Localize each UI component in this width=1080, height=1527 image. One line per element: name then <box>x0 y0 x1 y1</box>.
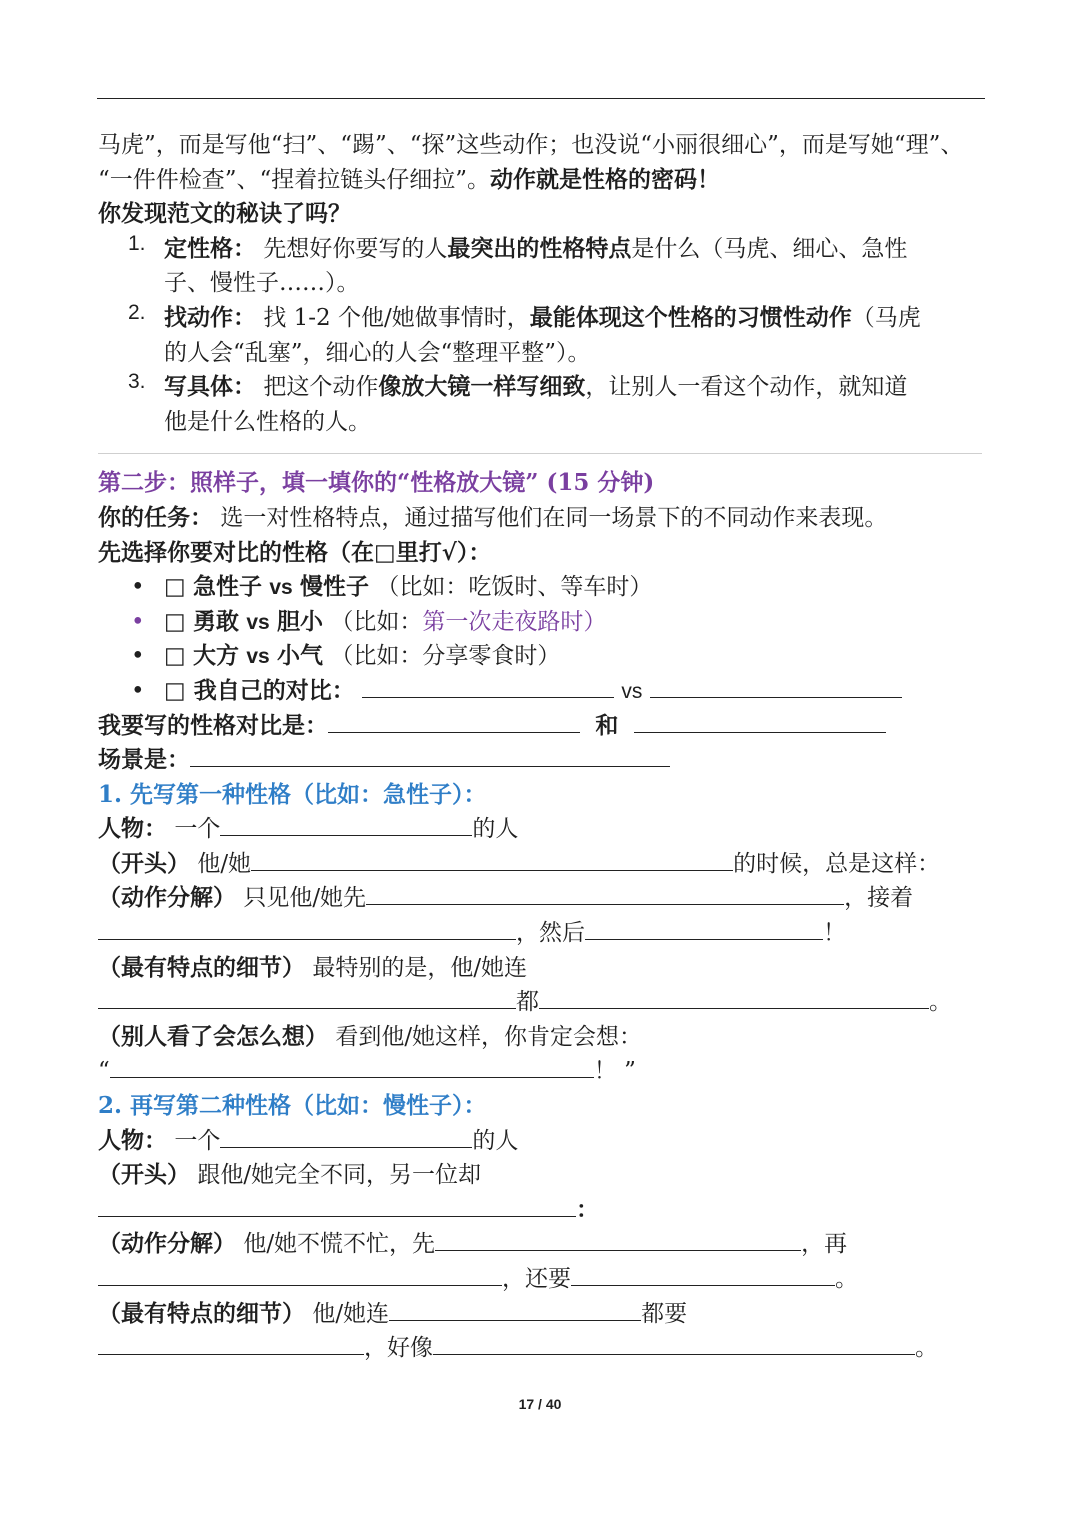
person-label: 人物： <box>98 1126 167 1154</box>
intro-line-2 <box>98 163 982 198</box>
part1-detail-fill <box>98 985 982 1020</box>
part1-person-blank[interactable] <box>220 813 472 836</box>
option-example: （比如： <box>330 608 423 635</box>
intro-line-2-text: “一件件检查”、“捏着拉链头仔细拉”。 <box>98 166 491 193</box>
tip-number: 3. <box>128 370 146 394</box>
open-post: 的时候，总是这样： <box>733 850 941 877</box>
checkbox-icon[interactable]: □ <box>164 607 186 635</box>
part2-action-blank-3[interactable] <box>571 1263 835 1286</box>
action-post: ，接着 <box>844 885 914 912</box>
open-label: （开头） <box>98 849 190 877</box>
open-text: 跟他/她完全不同，另一位却 <box>197 1162 482 1189</box>
option-vs: vs <box>246 645 270 669</box>
part2-action-blank-1[interactable] <box>435 1228 801 1251</box>
part1-open-blank[interactable] <box>251 848 733 871</box>
part1-person-line <box>98 812 982 847</box>
step2-title: 第二步：照样子，填一填你的“性格放大镜” (15 分钟) <box>98 469 655 497</box>
option-a: 勇敢 <box>193 607 240 635</box>
task-line <box>98 501 982 536</box>
then-mid: ，然后 <box>516 920 585 947</box>
part2-heading: 2. 再写第二种性格（比如：慢性子）： <box>98 1092 487 1120</box>
part1-detail-line <box>98 951 982 986</box>
pair-line <box>98 709 982 744</box>
also-end: 。 <box>835 1266 858 1292</box>
own-label: □ 我自己的对比： <box>164 676 355 704</box>
task-label: 你的任务： <box>98 503 213 531</box>
tip-text: （马虎 <box>851 304 921 331</box>
part1-open-line <box>98 847 982 882</box>
tip-line-2: 他是什么性格的人。 <box>164 408 371 435</box>
part1-detail-blank-2[interactable] <box>539 986 929 1009</box>
part2-detail-line <box>98 1297 982 1332</box>
option-a: 大方 <box>193 642 240 670</box>
quote-open: “ <box>98 1058 110 1085</box>
page-content <box>98 128 982 1366</box>
part1-detail-blank-1[interactable] <box>98 986 516 1009</box>
tip-text: 先想好你要写的人 <box>263 235 448 262</box>
tip-bold: 最能体现这个性格的习惯性动作 <box>529 303 852 331</box>
bullet-icon: • <box>131 574 145 601</box>
pair-label: 我要写的性格对比是： <box>98 711 328 739</box>
think-label: （别人看了会怎么想） <box>98 1022 328 1050</box>
detail-label: （最有特点的细节） <box>98 1299 305 1327</box>
part1-action-line <box>98 881 982 916</box>
option-b: 慢性子 <box>300 573 370 601</box>
tip-text: 找 1-2 个他/她做事情时， <box>263 304 530 331</box>
part2-detail-blank[interactable] <box>389 1298 641 1321</box>
intro-question: 你发现范文的秘诀了吗？ <box>98 200 351 228</box>
part2-also-line <box>98 1262 982 1297</box>
tip-label: 找动作： <box>164 303 256 331</box>
like-end: 。 <box>915 1335 938 1362</box>
part1-action-blank-1[interactable] <box>366 882 844 905</box>
option-vs: vs <box>246 610 270 634</box>
part1-action-blank-3[interactable] <box>585 917 823 940</box>
bullet-icon: • <box>131 608 145 635</box>
then-end: ！ <box>823 920 846 947</box>
like-text: ，好像 <box>364 1335 433 1362</box>
tip-number: 1. <box>128 231 146 255</box>
page-number: 17 / 40 <box>518 1396 562 1412</box>
action-label: （动作分解） <box>98 884 236 912</box>
top-rule <box>97 98 985 99</box>
action-pre: 只见他/她先 <box>243 885 367 912</box>
part2-open-blank[interactable] <box>98 1194 576 1217</box>
tip-text: 把这个动作 <box>263 374 379 401</box>
option-brave-vs-timid[interactable] <box>98 605 982 640</box>
option-own-comparison[interactable] <box>98 674 982 709</box>
option-a: 急性子 <box>193 573 263 601</box>
task-text: 选一对性格特点，通过描写他们在同一场景下的不同动作来表现。 <box>220 504 888 531</box>
option-b: 胆小 <box>277 607 324 635</box>
open-colon: ： <box>576 1195 599 1223</box>
detail-label: （最有特点的细节） <box>98 953 305 981</box>
intro-line-1: 马虎”，而是写他“扫”、“踢”、“探”这些动作；也没说“小丽很细心”，而是写她“理”、 <box>98 132 964 158</box>
part1-think-line <box>98 1020 982 1055</box>
person-post: 的人 <box>472 816 519 843</box>
detail-mid: 都 <box>516 989 539 1016</box>
bullet-icon: • <box>131 677 145 704</box>
detail-pre: 他/她连 <box>312 1300 390 1327</box>
part2-like-blank[interactable] <box>433 1332 915 1355</box>
pair-a-blank[interactable] <box>328 710 580 733</box>
option-example: （比如：吃饭时、等车时） <box>376 574 653 601</box>
bullet-icon: • <box>131 643 145 670</box>
scene-label: 场景是： <box>98 746 190 774</box>
person-label: 人物： <box>98 815 167 843</box>
detail-text: 最特别的是，他/她连 <box>312 954 528 981</box>
tip-item-3 <box>98 370 982 439</box>
part1-action-blank-2[interactable] <box>98 917 516 940</box>
part2-action-line <box>98 1227 982 1262</box>
part1-quote-line <box>98 1054 982 1089</box>
tip-line-2: 的人会“乱塞”，细心的人会“整理平整”）。 <box>164 339 591 366</box>
tip-bold: 像放大镜一样写细致 <box>378 373 586 401</box>
person-pre: 一个 <box>174 816 221 843</box>
intro-emphasis: 动作就是性格的密码！ <box>490 165 721 193</box>
pair-b-blank[interactable] <box>634 710 886 733</box>
open-label: （开头） <box>98 1161 190 1189</box>
own-trait-b-blank[interactable] <box>650 675 902 698</box>
tip-bold: 最突出的性格特点 <box>447 234 632 262</box>
checkbox-icon[interactable]: □ <box>164 642 186 670</box>
checkbox-icon[interactable]: □ <box>164 573 186 601</box>
scene-blank[interactable] <box>190 744 670 767</box>
part2-person-blank[interactable] <box>220 1125 472 1148</box>
section-divider <box>98 453 982 454</box>
tip-label: 定性格： <box>164 234 256 262</box>
part2-detail-blank-2[interactable] <box>98 1332 364 1355</box>
part1-then-line <box>98 916 982 951</box>
option-hasty-vs-slow[interactable] <box>98 570 982 605</box>
tip-text: ，让别人一看这个动作，就知道 <box>585 374 908 401</box>
detail-end: 。 <box>929 989 952 1016</box>
think-text: 看到他/她这样，你肯定会想： <box>335 1023 643 1050</box>
own-vs: vs <box>621 679 643 703</box>
part2-action-blank-2[interactable] <box>98 1263 502 1286</box>
own-trait-a-blank[interactable] <box>362 675 614 698</box>
option-b: 小气 <box>277 642 324 670</box>
tip-item-1 <box>98 232 982 301</box>
person-pre: 一个 <box>174 1127 221 1154</box>
option-vs: vs <box>269 576 293 600</box>
pair-and: 和 <box>595 711 619 739</box>
part2-like-line <box>98 1331 982 1366</box>
part1-heading: 1. 先写第一种性格（比如：急性子）： <box>98 780 487 808</box>
person-post: 的人 <box>472 1127 519 1154</box>
tip-label: 写具体： <box>164 373 256 401</box>
part1-quote-blank[interactable] <box>110 1055 594 1078</box>
option-generous-vs-stingy[interactable] <box>98 639 982 674</box>
detail-post: 都要 <box>641 1300 688 1327</box>
option-example: （比如：分享零食时） <box>330 643 561 670</box>
option-example-highlight: 第一次走夜路时） <box>422 608 607 635</box>
open-pre: 他/她 <box>197 850 252 877</box>
tip-number: 2. <box>128 300 146 324</box>
action-pre: 他/她不慌不忙，先 <box>243 1231 436 1258</box>
part2-open-fill <box>98 1193 982 1228</box>
action-post: ，再 <box>801 1231 848 1258</box>
part2-open-line <box>98 1158 982 1193</box>
scene-line <box>98 743 982 778</box>
part2-person-line <box>98 1124 982 1159</box>
quote-close: ！ ” <box>593 1058 636 1085</box>
tip-text: 是什么（马虎、细心、急性 <box>631 235 908 262</box>
tip-item-2 <box>98 301 982 370</box>
choose-instruction: 先选择你要对比的性格（在□里打√）： <box>98 538 492 566</box>
tip-line-2: 子、慢性子……）。 <box>164 270 360 297</box>
also-text: ，还要 <box>502 1266 571 1292</box>
action-label: （动作分解） <box>98 1230 236 1258</box>
